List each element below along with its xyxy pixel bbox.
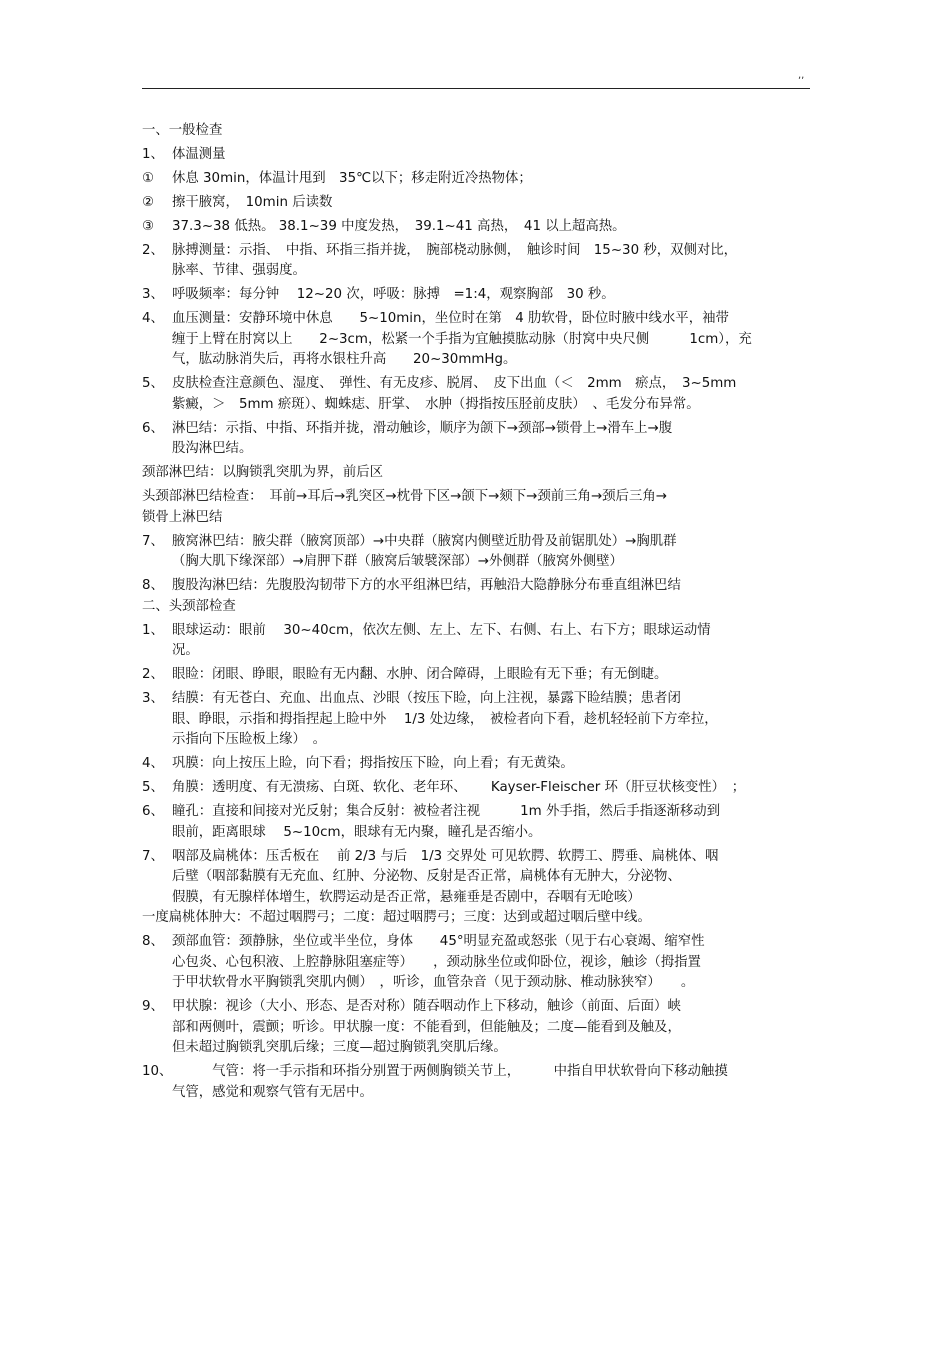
list-item [142, 193, 810, 214]
list-item [142, 532, 810, 553]
list-item [142, 285, 810, 306]
line-text: 但未超过胸锁乳突肌后缘；三度—超过胸锁乳突肌后缘。 [172, 1040, 507, 1055]
list-item [142, 145, 810, 166]
list-number: 1、 [142, 146, 164, 162]
line-text: 缠于上臂在肘窝以上 2~3cm，松紧一个手指为宜触摸肱动脉（肘窝中央尺侧 1cm），充 [172, 331, 752, 347]
list-item-text: 眼球运动：眼前 30~40cm，依次左侧、左上、左下、右侧、右上、右下方；眼球运动情 [172, 622, 711, 638]
list-item [142, 309, 810, 330]
list-number: 3、 [142, 287, 164, 302]
line-text: 于甲状软骨水平胸锁乳突肌内侧） ，听诊，血管杂音（见于颈动脉、椎动脉狭窄） 。 [172, 975, 695, 990]
list-number: ② [142, 194, 155, 210]
list-item [142, 374, 810, 395]
list-item-text: 脉搏测量：示指、 中指、环指三指并拢， 腕部桡动脉侧， 触诊时间 15~30 秒，双侧对比， [172, 242, 738, 258]
line-text: 一、一般检查 [142, 122, 223, 138]
list-item [142, 1062, 810, 1083]
list-number: 6、 [142, 420, 164, 436]
list-item-text: 体温测量 [172, 146, 226, 162]
list-number: 6、 [142, 804, 164, 819]
line-text: 一度扁桃体肿大：不超过咽腭弓；二度：超过咽腭弓；三度：达到或超过咽后壁中线。 [142, 910, 651, 925]
line-text: 眼、睁眼，示指和拇指捏起上睑中外 1/3 处边缘， 被检者向下看，趁机轻轻前下方牵拉， [172, 711, 718, 727]
text-line [142, 552, 810, 573]
text-line [142, 395, 810, 416]
text-line [142, 973, 810, 994]
list-number: 7、 [142, 533, 164, 549]
list-item [142, 778, 810, 799]
line-text: 二、头颈部检查 [142, 598, 236, 614]
list-item-text: 淋巴结：示指、中指、环指并拢，滑动触诊，顺序为颌下→颈部→锁骨上→滑车上→腹 [172, 420, 673, 436]
list-number: 4、 [142, 311, 164, 326]
list-item [142, 576, 810, 597]
list-number: 5、 [142, 376, 164, 391]
list-number: 9、 [142, 999, 164, 1014]
list-number: ③ [142, 218, 155, 234]
text-line [142, 1038, 810, 1059]
text-line [142, 508, 810, 529]
list-item-text: 血压测量：安静环境中休息 5~10min，坐位时在第 4 肋软骨，卧位时腋中线水平，袖带 [172, 311, 729, 326]
list-item-text: 呼吸频率：每分钟 12~20 次，呼吸：脉搏 =1:4，观察胸部 30 秒。 [172, 287, 615, 302]
list-item-text: 腹股沟淋巴结：先腹股沟韧带下方的水平组淋巴结，再触沿大隐静脉分布垂直组淋巴结 [172, 578, 681, 593]
text-line [142, 1018, 810, 1039]
line-text: 锁骨上淋巴结 [142, 509, 223, 525]
line-text: 部和两侧叶，震颤；听诊。甲状腺一度：不能看到，但能触及；二度—能看到及触及， [172, 1019, 681, 1035]
list-number: 8、 [142, 578, 164, 593]
list-number: 10、 [142, 1064, 173, 1079]
text-line [142, 730, 810, 751]
line-text: 假膜，有无腺样体增生，软腭运动是否正常，悬雍垂是否剧中，吞咽有无呛咳） [172, 889, 641, 905]
text-line [142, 439, 810, 460]
text-line [142, 823, 810, 844]
list-item [142, 997, 810, 1018]
list-item [142, 217, 810, 238]
list-item [142, 689, 810, 710]
line-text: 气管，感觉和观察气管有无居中。 [172, 1084, 373, 1100]
line-text: 紫癜，＞ 5mm 瘀斑）、蜘蛛痣、肝掌、 水肿（拇指按压胫前皮肤） 、毛发分布异常。 [172, 396, 700, 412]
line-text: （胸大肌下缘深部）→肩胛下群（腋窝后皱襞深部）→外侧群（腋窝外侧壁） [172, 554, 623, 569]
list-item [142, 419, 810, 440]
list-number: 5、 [142, 780, 164, 795]
list-item [142, 754, 810, 775]
text-line [142, 350, 810, 371]
list-item-text: 腋窝淋巴结：腋尖群（腋窝顶部）→中央群（腋窝内侧壁近肋骨及前锯肌处）→胸肌群 [172, 533, 677, 549]
list-item-text: 结膜：有无苍白、充血、出血点、沙眼（按压下睑，向上注视，暴露下睑结膜；患者闭 [172, 691, 681, 706]
list-item-text: 角膜：透明度、有无溃疡、白斑、软化、老年环、 Kayser-Fleischer 环（肝豆状核变性） ； [172, 780, 746, 795]
list-item-text: 颈部血管：颈静脉，坐位或半坐位，身体 45°明显充盈或怒张（见于右心衰竭、缩窄性 [172, 934, 705, 949]
list-number: 2、 [142, 242, 164, 258]
list-item [142, 169, 810, 190]
list-number: 8、 [142, 934, 164, 949]
text-line [142, 121, 810, 142]
text-line [142, 487, 810, 508]
line-text: 脉率、节律、强弱度。 [172, 263, 306, 278]
list-item-text: 瞳孔：直接和间接对光反射；集合反射：被检者注视 1m 外手指，然后手指逐渐移动到 [172, 804, 721, 819]
list-item-text: 气管：将一手示指和环指分别置于两侧胸锁关节上， 中指自甲状软骨向下移动触摸 [172, 1064, 728, 1079]
list-item [142, 802, 810, 823]
line-text: 示指向下压睑板上缘） 。 [172, 732, 326, 747]
line-text: 颈部淋巴结：以胸锁乳突肌为界，前后区 [142, 465, 384, 480]
text-line [142, 597, 810, 618]
text-line [142, 1083, 810, 1104]
text-line [142, 867, 810, 888]
line-text: 况。 [172, 643, 199, 658]
list-item-text: 皮肤检查注意颜色、湿度、 弹性、有无皮疹、脱屑、 皮下出血（＜ 2mm 瘀点， 3~5mm [172, 376, 737, 391]
list-number: 2、 [142, 667, 164, 682]
list-number: ① [142, 170, 155, 186]
header-mark: ,, [798, 70, 805, 81]
line-text: 眼前，距离眼球 5~10cm，眼球有无内聚，瞳孔是否缩小。 [172, 824, 542, 840]
list-item [142, 621, 810, 642]
text-line [142, 953, 810, 974]
list-item-text: 咽部及扁桃体：压舌板在 前 2/3 与后 1/3 交界处 可见软腭、软腭工、腭垂、扁桃体、咽 [172, 848, 719, 864]
document-body [142, 117, 810, 1103]
text-line [142, 463, 810, 484]
text-line [142, 710, 810, 731]
list-item [142, 241, 810, 262]
list-item-text: 眼睑：闭眼、睁眼，眼睑有无内翻、水肿、闭合障碍，上眼睑有无下垂；有无倒睫。 [172, 667, 668, 682]
list-item-text: 休息 30min，体温计甩到 35℃以下；移走附近冷热物体； [172, 170, 532, 186]
line-text: 心包炎、心包积液、上腔静脉阻塞症等） ，颈动脉坐位或仰卧位，视诊，触诊（拇指置 [172, 954, 701, 970]
list-item [142, 847, 810, 868]
text-line [142, 908, 810, 929]
list-number: 7、 [142, 848, 164, 864]
list-item [142, 665, 810, 686]
line-text: 气，肱动脉消失后，再将水银柱升高 20~30mmHg。 [172, 352, 517, 367]
text-line [142, 330, 810, 351]
line-text: 后壁（咽部黏膜有无充血、红肿、分泌物、反射是否正常，扁桃体有无肿大，分泌物、 [172, 869, 681, 884]
line-text: 股沟淋巴结。 [172, 441, 253, 456]
list-item-text: 巩膜：向上按压上睑，向下看；拇指按压下睑，向上看；有无黄染。 [172, 756, 574, 771]
list-item-text: 37.3~38 低热。 38.1~39 中度发热， 39.1~41 高热， 41 以上超高热。 [172, 218, 626, 234]
list-number: 3、 [142, 691, 164, 706]
text-line [142, 641, 810, 662]
list-number: 4、 [142, 756, 164, 771]
header-rule [142, 88, 810, 89]
text-line [142, 261, 810, 282]
list-item-text: 擦干腋窝， 10min 后读数 [172, 194, 333, 210]
list-item [142, 932, 810, 953]
text-line [142, 888, 810, 909]
line-text: 头颈部淋巴结检查： 耳前→耳后→乳突区→枕骨下区→颌下→颏下→颈前三角→颈后三角→ [142, 489, 667, 504]
list-item-text: 甲状腺：视诊（大小、形态、是否对称）随吞咽动作上下移动，触诊（前面、后面）峡 [172, 999, 681, 1014]
list-number: 1、 [142, 622, 164, 638]
